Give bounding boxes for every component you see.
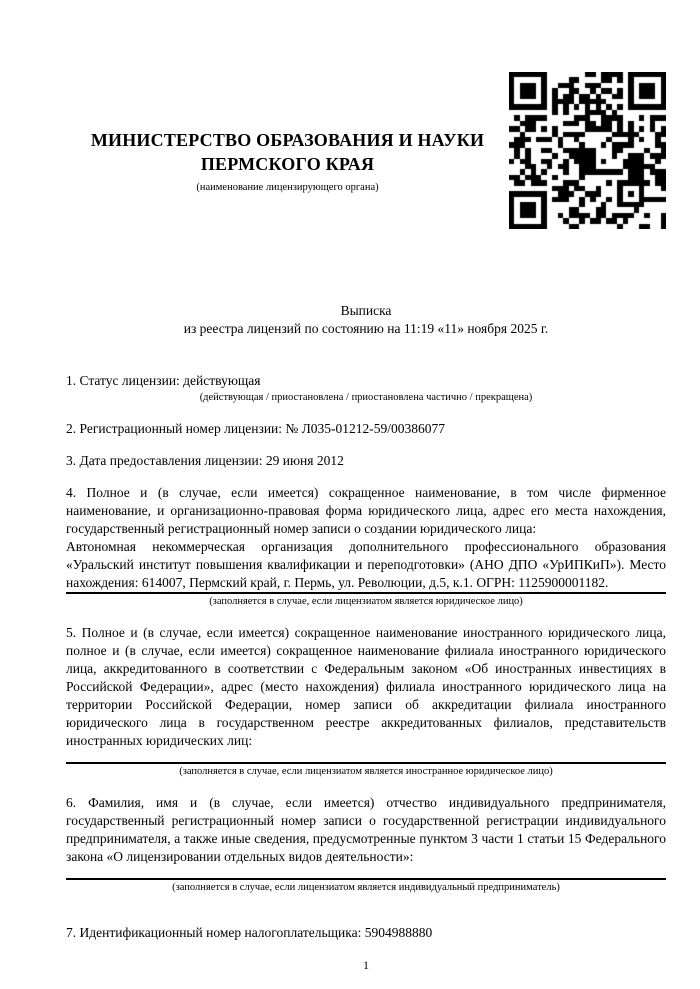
item-2-registration-number xyxy=(66,420,666,438)
legal-entity-value: Автономная некоммерческая организация дополнительного профессионального образования «Уральский институт повышения квалификации и переподготовки» (АНО ДПО «УрИПКиП»). Место нахождения: 614007, Пермский край, г. Пермь, ул. Революции, д.5, к.1. ОГРН: 1125900001182. xyxy=(66,539,666,590)
license-date-text: 3. Дата предоставления лицензии: 29 июня 2012 xyxy=(66,453,344,468)
extract-date-line: из реестра лицензий по состоянию на 11:19 «11» ноября 2025 г. xyxy=(183,321,549,336)
extract-title: Выписка xyxy=(340,303,392,318)
legal-entity-heading: 4. Полное и (в случае, если имеется) сокращенное наименование, в том числе фирменное наименование, и организационно-правовая форма юридического лица, адрес его места нахождения, государственный регистрационный номер записи о создании юридического лица: xyxy=(66,485,666,536)
qr-code-icon xyxy=(509,72,666,229)
item-3-license-date xyxy=(66,452,666,470)
ministry-name-line1: МИНИСТЕРСТВО ОБРАЗОВАНИЯ И НАУКИ xyxy=(90,130,485,150)
item-1-license-status xyxy=(66,372,666,406)
extract-title-block xyxy=(66,302,666,338)
status-options-caption: (действующая / приостановлена / приостановлена частично / прекращена) xyxy=(199,392,533,403)
authority-name-caption: (наименование лицензирующего органа) xyxy=(196,182,379,193)
foreign-entity-caption: (заполняется в случае, если лицензиатом является иностранное юридическое лицо) xyxy=(179,766,553,777)
ministry-name-line2: ПЕРМСКОГО КРАЯ xyxy=(200,154,375,174)
item-5-foreign-entity xyxy=(66,624,666,780)
licensing-authority-header xyxy=(66,72,509,196)
registration-number-text: 2. Регистрационный номер лицензии: № Л035-01212-59/00386077 xyxy=(66,421,446,436)
document-header-row xyxy=(66,72,666,229)
foreign-entity-heading: 5. Полное и (в случае, если имеется) сокращенное наименование иностранного юридического лица, полное и (в случае, если имеется) сокращенное наименование филиала иностранного юридического лица, аккредитованного в соответствии с Федеральным законом «Об иностранных инвестициях в Российской Федерации», адрес (место нахождения) филиала иностранного юридического лица на территории Российской Федерации, номер записи об аккредитации филиала иностранного юридического лица в государственном реестре аккредитованных филиалов, представительств иностранных юридических лиц: xyxy=(66,625,666,748)
legal-entity-caption: (заполняется в случае, если лицензиатом является юридическое лицо) xyxy=(209,596,523,607)
ministry-name xyxy=(66,128,509,176)
item-6-entrepreneur xyxy=(66,794,666,896)
item-7-taxpayer-number xyxy=(66,924,666,942)
license-status-text: 1. Статус лицензии: действующая xyxy=(66,373,261,388)
taxpayer-number-text: 7. Идентификационный номер налогоплательщика: 5904988880 xyxy=(66,925,433,940)
page-number: 1 xyxy=(363,958,369,972)
item-4-legal-entity xyxy=(66,484,666,610)
entrepreneur-heading: 6. Фамилия, имя и (в случае, если имеется) отчество индивидуального предпринимателя, государственный регистрационный номер записи о государственной регистрации индивидуального предпринимателя, а также иные сведения, предусмотренные пунктом 3 части 1 статьи 15 Федерального закона «О лицензировании отдельных видов деятельности»: xyxy=(66,795,666,864)
entrepreneur-caption: (заполняется в случае, если лицензиатом является индивидуальный предприниматель) xyxy=(172,882,560,893)
